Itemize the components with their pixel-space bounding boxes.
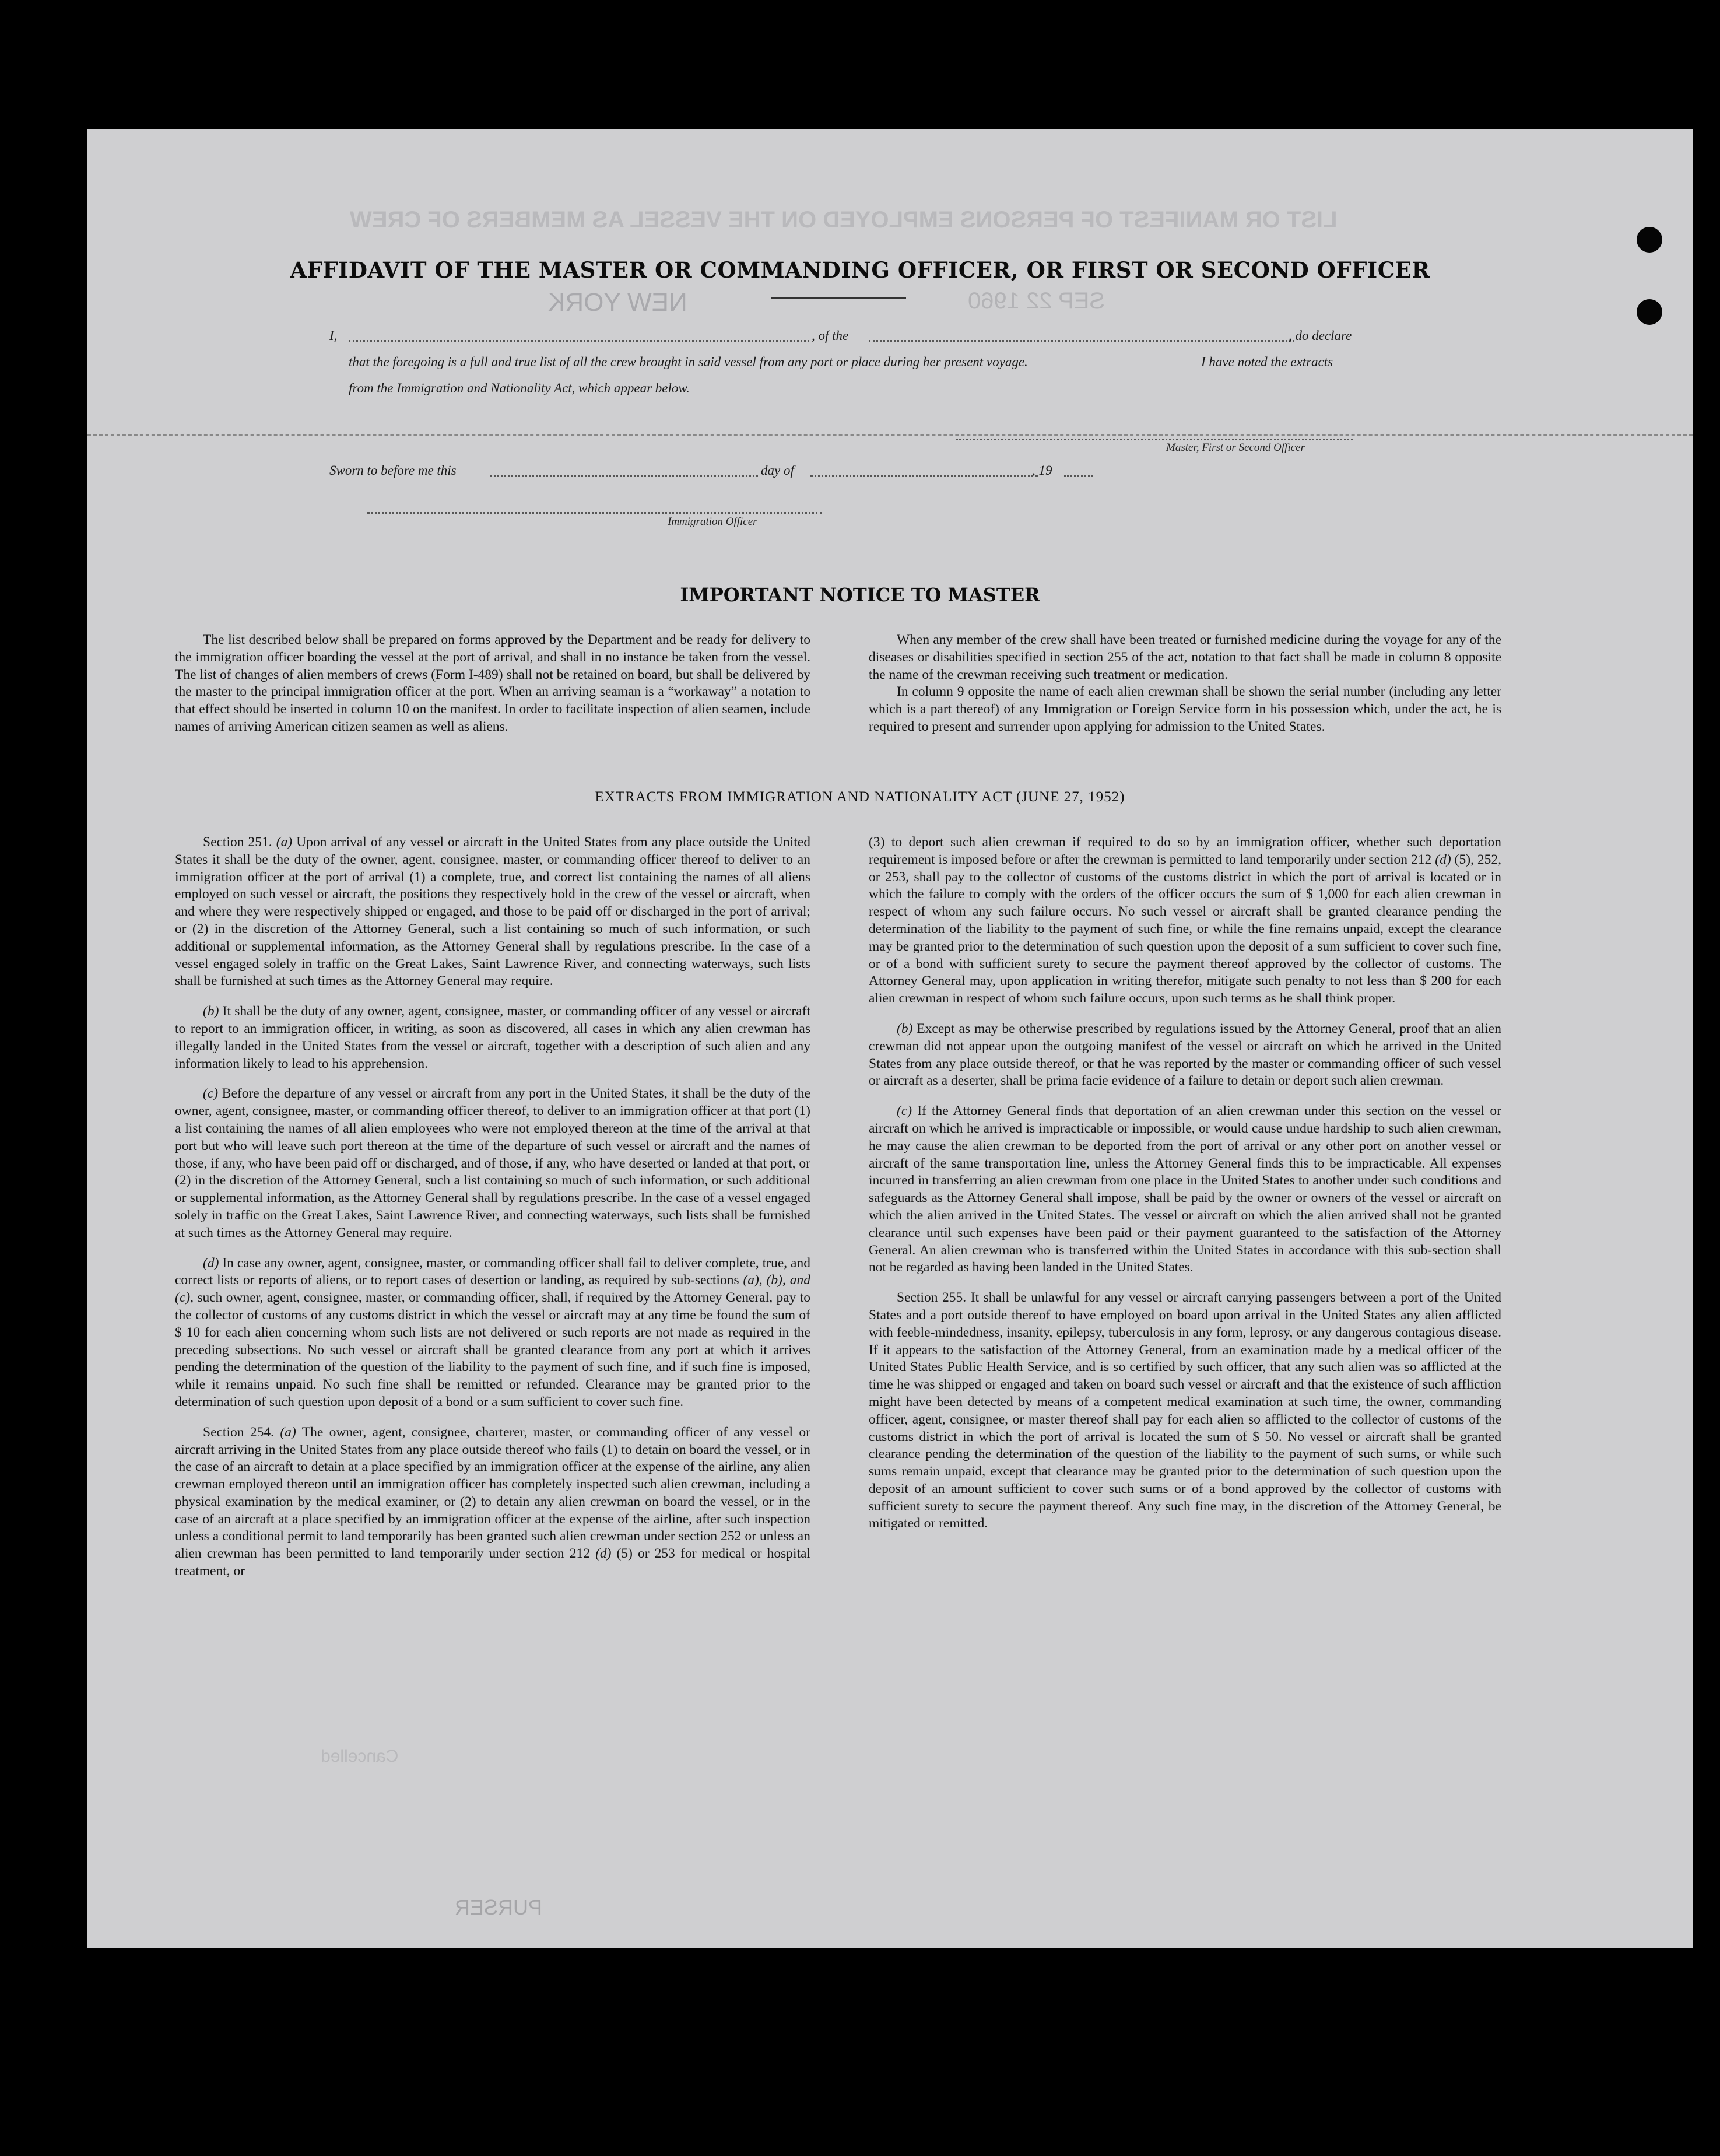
section-251b: (b) It shall be the duty of any owner, agent, consignee, master, or commanding officer of any vessel or aircraft to report to an immigration officer, in writing, as soon as discovered, all cases in which any alien crewman has illegally landed in the United States from the vessel or aircraft, together with a description of such alien and any information likely to lead to his apprehension. xyxy=(175,1004,810,1071)
affidavit-of-the: , of the xyxy=(812,328,849,343)
section-251d: (d) In case any owner, agent, consignee, master, or commanding officer shall fail to deliver complete, true, and correct lists or reports of aliens, or to report cases of desertion or landing, as required by sub-sections (a), (b), and (c), such owner, agent, consignee, master, or commanding officer, shall, if required by the Attorney General, pay to the collector of customs of any customs district in which the vessel or aircraft may at any time be found the sum of $ 10 for each alien concerning whom such lists are not delivered or such reports are not made as required in the preceding subsections. No such vessel or aircraft shall be granted clearance from any port at which it arrives pending the determination of the question of the liability to the payment of such fine, and if such fine is imposed, while it remains unpaid. No such fine shall be remitted or refunded. Clearance may be granted prior to the determination of such question upon deposit of a bond or a sum sufficient to cover such fine. xyxy=(175,1255,810,1410)
sworn-label: Sworn to before me this xyxy=(329,463,457,478)
affidavit-line-2: that the foregoing is a full and true list of all the crew brought in said vessel from any port or place during her present voyage. xyxy=(349,355,1028,369)
extracts-title: EXTRACTS FROM IMMIGRATION AND NATIONALITY ACT (JUNE 27, 1952) xyxy=(595,789,1125,805)
sworn-year-field[interactable] xyxy=(1064,475,1093,477)
punch-hole-top xyxy=(1637,227,1662,253)
affidavit-i: I, xyxy=(329,328,338,343)
officer-signature-field[interactable] xyxy=(367,512,822,514)
affidavit-declare: , do declare xyxy=(1289,328,1352,343)
affidavit-line-3: from the Immigration and Nationality Act, which appear below. xyxy=(349,381,690,395)
bleed-through-date: SEP 22 1960 xyxy=(968,288,1105,314)
sworn-day-field[interactable] xyxy=(490,475,758,477)
affidavit-title: AFFIDAVIT OF THE MASTER OR COMMANDING OFFICER, OR FIRST OR SECOND OFFICER xyxy=(290,257,1430,283)
master-signature-field[interactable] xyxy=(956,439,1353,440)
extracts-right-column xyxy=(869,834,1501,1545)
section-251a: Section 251. (a) Upon arrival of any vessel or aircraft in the United States from any place outside the United States it shall be the duty of the owner, agent, consignee, master, or commanding officer thereof to deliver to an immigration officer at the port of arrival (1) a complete, true, and correct list containing the names of all aliens employed on such vessel or aircraft, the positions they respectively hold in the crew of the vessel or aircraft, when and where they were respectively shipped or engaged, and those to be paid off or discharged in the port of arrival; or (2) in the discretion of the Attorney General, such a list containing so much of such information, or such additional or supplemental information, as the Attorney General shall by regulations prescribe. In the case of a vessel engaged solely in traffic on the Great Lakes, Saint Lawrence River, and connecting waterways, such lists shall be furnished at such times as the Attorney General may require. xyxy=(175,835,810,989)
affidavit-line-2-right: I have noted the extracts xyxy=(1201,355,1333,369)
section-254a: Section 254. (a) The owner, agent, consignee, charterer, master, or commanding officer of any vessel or aircraft arriving in the United States from any place outside thereof who fails (1) to detain on board the vessel, or in the case of an aircraft to detain at a place specified by an immigration officer at the expense of the airline, any alien crewman employed thereon until an immigration officer has completely inspected such alien crewman, including a physical examination by the medical examiner, or (2) to detain any alien crewman on board the vessel, or in the case of an aircraft at a place specified by an immigration officer at the expense of the airline, after such inspection unless a conditional permit to land temporarily has been granted such alien crewman under section 252 or unless an alien crewman has been permitted to land temporarily under section 212 (d) (5) or 253 for medical or hospital treatment, or xyxy=(175,1424,810,1579)
sworn-month-field[interactable] xyxy=(810,475,1038,477)
notice-title: IMPORTANT NOTICE TO MASTER xyxy=(680,584,1040,606)
notice-left-paragraph: The list described below shall be prepared on forms approved by the Department and be ready for delivery to the immigration officer boarding the vessel at the port of arrival, and shall in no instance be taken from the vessel. The list of changes of alien members of crews (Form I-489) shall not be retained on board, but shall be delivered by the master to the principal immigration officer at the port. When an arriving seaman is a “workaway” a notation to that effect should be inserted in column 10 on the manifest. In order to facilitate inspection of alien seamen, include names of arriving American citizen seamen as well as aliens. xyxy=(175,632,810,734)
title-underline xyxy=(771,297,906,299)
notice-left-column xyxy=(175,632,810,749)
notice-right-paragraph-1: When any member of the crew shall have been treated or furnished medicine during the voyage for any of the diseases or disabilities specified in section 255 of the act, notation to that fact shall be made in column 8 opposite the name of the crewman receiving such treatment or medication. xyxy=(869,632,1501,682)
bleed-through-purser: PURSER xyxy=(455,1895,543,1919)
separator-line xyxy=(87,434,1693,436)
master-caption: Master, First or Second Officer xyxy=(1166,441,1305,454)
notice-right-paragraph-2: In column 9 opposite the name of each alien crewman shall be shown the serial number (including any letter which is a part thereof) of any Immigration or Foreign Service form in his possession which, under the act, he is required to present and surrender upon applying for admission to the United States. xyxy=(869,684,1501,734)
section-254a-continued: (3) to deport such alien crewman if required to do so by an immigration officer, whether such deportation requirement is imposed before or after the crewman is permitted to land temporarily under section 212 (d) (5), 252, or 253, shall pay to the collector of customs of the customs district in which the port of arrival is located or in which the failure to comply with the orders of the officer occurs the sum of $ 1,000 for each alien crewman in respect of whom any such failure occurs. No such vessel or aircraft shall be granted clearance pending the determination of the liability to the payment of such fine, or while the fine remains unpaid, except the clearance may be granted prior to the determination of such question upon the deposit of a sum sufficient to cover such fine, or of a bond with sufficient surety to secure the payment thereof approved by the collector of customs. The Attorney General may, upon application in writing therefor, mitigate such penalty to not less than $ 200 for each alien crewman in respect of whom such failure occurs, upon such terms as he shall think proper. xyxy=(869,835,1501,1007)
day-of-label: day of xyxy=(761,463,794,478)
officer-caption: Immigration Officer xyxy=(668,516,757,528)
section-255: Section 255. It shall be unlawful for any vessel or aircraft carrying passengers between a port of the United States and a port outside thereof to have employed on board upon arrival in the United States any alien afflicted with feeble-mindedness, insanity, epilepsy, tuberculosis in any form, leprosy, or any dangerous contagious disease. If it appears to the satisfaction of the Attorney General, from an examination made by a medical officer of the United States Public Health Service, and is so certified by such officer, that any such alien was so afflicted at the time he was shipped or engaged and taken on board such vessel or aircraft and that the existence of such affliction might have been detected by means of a competent medical examination at such time, the owner, commanding officer, agent, consignee, or master thereof shall pay for each alien so afflicted to the collector of customs of the customs district in which the port of arrival is located the sum of $ 50. No vessel or aircraft shall be granted clearance pending the determination of the question of the liability to the payment of such sums, or while such sums remain unpaid, except that clearance may be granted prior to the determination of such question upon the deposit of an amount sufficient to cover such sums or of a bond approved by the collector of customs with sufficient surety to secure the payment thereof. Any such fine may, in the discretion of the Attorney General, be mitigated or remitted. xyxy=(869,1290,1501,1531)
notice-right-column xyxy=(869,632,1501,749)
bleed-through-port: NEW YORK xyxy=(548,288,687,317)
section-254b: (b) Except as may be otherwise prescribed by regulations issued by the Attorney General, proof that an alien crewman did not appear upon the outgoing manifest of the vessel or aircraft on which he arrived in the United States from any place outside thereof, or that he was reported by the master or commanding officer of such vessel or aircraft as a deserter, shall be prima facie evidence of a failure to detain or deport such alien crewman. xyxy=(869,1021,1501,1089)
section-251c: (c) Before the departure of any vessel or aircraft from any port in the United States, it shall be the duty of the owner, agent, consignee, master, or commanding officer thereof, to deliver to an immigration officer at that port (1) a list containing the names of all alien employees who were not employed thereon at the time of the arrival at that port but who will leave such port thereon at the time of the departure of such vessel or aircraft and the names of those, if any, who have been paid off or discharged, and of those, if any, who have deserted or landed at that port, or (2) in the discretion of the Attorney General, such a list containing so much of such information, or such additional or supplemental information, as the Attorney General shall by regulations prescribe. In the case of a vessel engaged solely in traffic on the Great Lakes, Saint Lawrence River, and connecting waterways, such lists shall be furnished at such times as the Attorney General may require. xyxy=(175,1086,810,1240)
name-field[interactable] xyxy=(349,340,809,342)
section-254c: (c) If the Attorney General finds that deportation of an alien crewman under this section on the vessel or aircraft on which he arrived is impracticable or impossible, or would cause undue hardship to such alien crewman, he may cause the alien crewman to be deported from the port of arrival or any other port on another vessel or aircraft of the same transportation line, unless the Attorney General finds this to be impracticable. All expenses incurred in transferring an alien crewman from one place in the United States to another under such conditions and safeguards as the Attorney General shall impose, shall be paid by the owner or owners of the vessel or aircraft on which the alien arrived in the United States. The vessel or aircraft on which the alien arrived shall not be granted clearance until such expenses have been paid or their payment guaranteed to the satisfaction of the Attorney General. An alien crewman who is transferred within the United States in accordance with this sub-section shall not be regarded as having been landed in the United States. xyxy=(869,1103,1501,1275)
extracts-left-column xyxy=(175,834,810,1593)
bleed-through-stamp: Cancelled xyxy=(321,1747,399,1766)
year-label: , 19 xyxy=(1032,463,1052,478)
punch-hole-bottom xyxy=(1637,299,1662,325)
vessel-field[interactable] xyxy=(869,340,1294,342)
bleed-through-header: LIST OR MANIFEST OF PERSONS EMPLOYED ON THE VESSEL AS MEMBERS OF CREW xyxy=(350,207,1338,233)
